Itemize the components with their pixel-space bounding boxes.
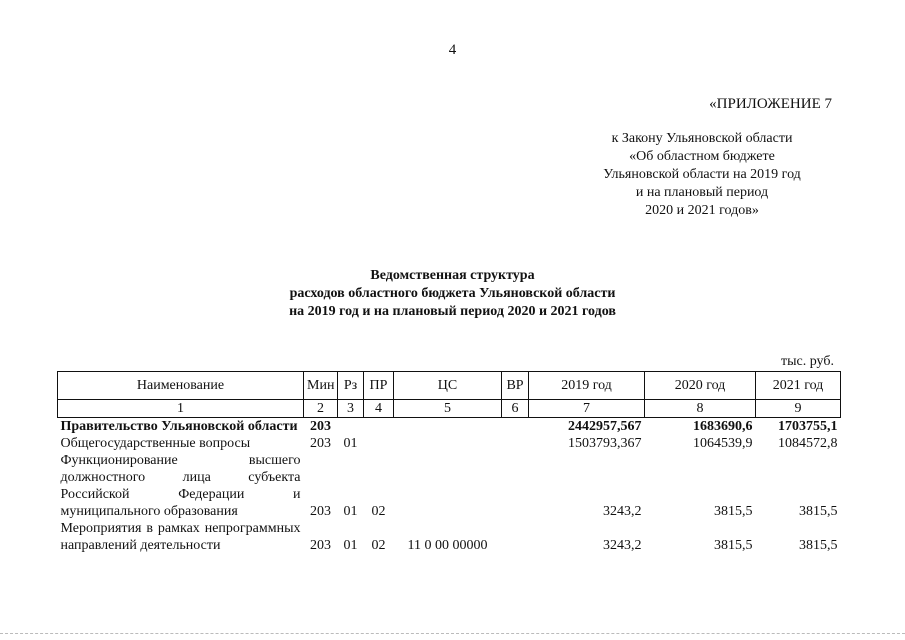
- row-2020: 1064539,9: [693, 436, 753, 451]
- row-vr: [502, 435, 529, 452]
- header-min: Мин: [304, 372, 338, 400]
- law-line: Ульяновской области на 2019 год: [603, 167, 801, 182]
- header-cs: ЦС: [394, 372, 502, 400]
- header-rz: Рз: [338, 372, 364, 400]
- row-2019: 3243,2: [603, 538, 642, 553]
- table-row: [58, 418, 841, 436]
- row-name: Мероприятия в рамках непрограммных направлений деятельности: [60, 521, 301, 553]
- column-number: 5: [394, 400, 502, 418]
- row-name: Общегосударственные вопросы: [60, 436, 251, 451]
- row-2021: 3815,5: [799, 504, 838, 519]
- row-vr: [502, 452, 529, 520]
- row-2019: 2442957,567: [568, 419, 642, 434]
- law-line: и на плановый период: [635, 185, 769, 200]
- title-line: расходов областного бюджета Ульяновской области: [289, 286, 616, 301]
- row-min: 203: [310, 419, 331, 434]
- document-title: [0, 267, 905, 321]
- row-rz: 01: [343, 504, 358, 519]
- row-2021: 1084572,8: [778, 436, 838, 451]
- row-cs: [394, 418, 502, 436]
- page-bottom-edge: [0, 633, 905, 635]
- header-2019: 2019 год: [529, 372, 645, 400]
- budget-table: [57, 371, 841, 554]
- column-number: 7: [529, 400, 645, 418]
- row-2020: 3815,5: [714, 504, 753, 519]
- table-row: [58, 520, 841, 554]
- row-name: Правительство Ульяновской области: [60, 419, 298, 434]
- row-rz: 01: [343, 538, 358, 553]
- column-number: 1: [58, 400, 304, 418]
- row-name: Функционирование высшего должностного лица субъекта Российской Федерации и муниципального образования: [60, 453, 301, 519]
- row-min: 203: [310, 538, 331, 553]
- column-number: 4: [364, 400, 394, 418]
- law-line: к Закону Ульяновской области: [611, 131, 793, 146]
- page-number: 4: [448, 42, 457, 58]
- row-2020: 1683690,6: [693, 419, 753, 434]
- row-cs: [394, 452, 502, 520]
- units-label: тыс. руб.: [781, 354, 834, 369]
- row-rz: [338, 418, 364, 436]
- header-pr: ПР: [364, 372, 394, 400]
- title-line: на 2019 год и на плановый период 2020 и 2021 годов: [289, 304, 616, 319]
- header-name: Наименование: [58, 372, 304, 400]
- row-2019: 3243,2: [603, 504, 642, 519]
- row-min: 203: [310, 504, 331, 519]
- row-vr: [502, 418, 529, 436]
- law-line: 2020 и 2021 годов»: [645, 203, 759, 218]
- row-cs: 11 0 00 00000: [407, 538, 488, 553]
- column-number: 2: [304, 400, 338, 418]
- header-2020: 2020 год: [645, 372, 756, 400]
- row-2019: 1503793,367: [568, 436, 642, 451]
- header-2021: 2021 год: [756, 372, 841, 400]
- table-row: [58, 452, 841, 520]
- column-number: 3: [338, 400, 364, 418]
- row-2021: 1703755,1: [778, 419, 838, 434]
- row-cs: [394, 435, 502, 452]
- row-min: 203: [310, 436, 331, 451]
- row-pr: 02: [371, 538, 386, 553]
- law-reference: [572, 130, 832, 220]
- law-line: «Об областном бюджете: [629, 149, 775, 164]
- appendix-label: «ПРИЛОЖЕНИЕ 7: [709, 96, 832, 112]
- row-rz: 01: [343, 436, 358, 451]
- column-number: 6: [502, 400, 529, 418]
- table-row: [58, 435, 841, 452]
- row-2021: 3815,5: [799, 538, 838, 553]
- column-number: 9: [756, 400, 841, 418]
- column-number: 8: [645, 400, 756, 418]
- header-vr: ВР: [502, 372, 529, 400]
- row-vr: [502, 520, 529, 554]
- title-line: Ведомственная структура: [370, 268, 535, 283]
- row-pr: 02: [371, 504, 386, 519]
- row-pr: [364, 435, 394, 452]
- table-header-row: [58, 372, 841, 400]
- row-pr: [364, 418, 394, 436]
- row-2020: 3815,5: [714, 538, 753, 553]
- column-number-row: [58, 400, 841, 418]
